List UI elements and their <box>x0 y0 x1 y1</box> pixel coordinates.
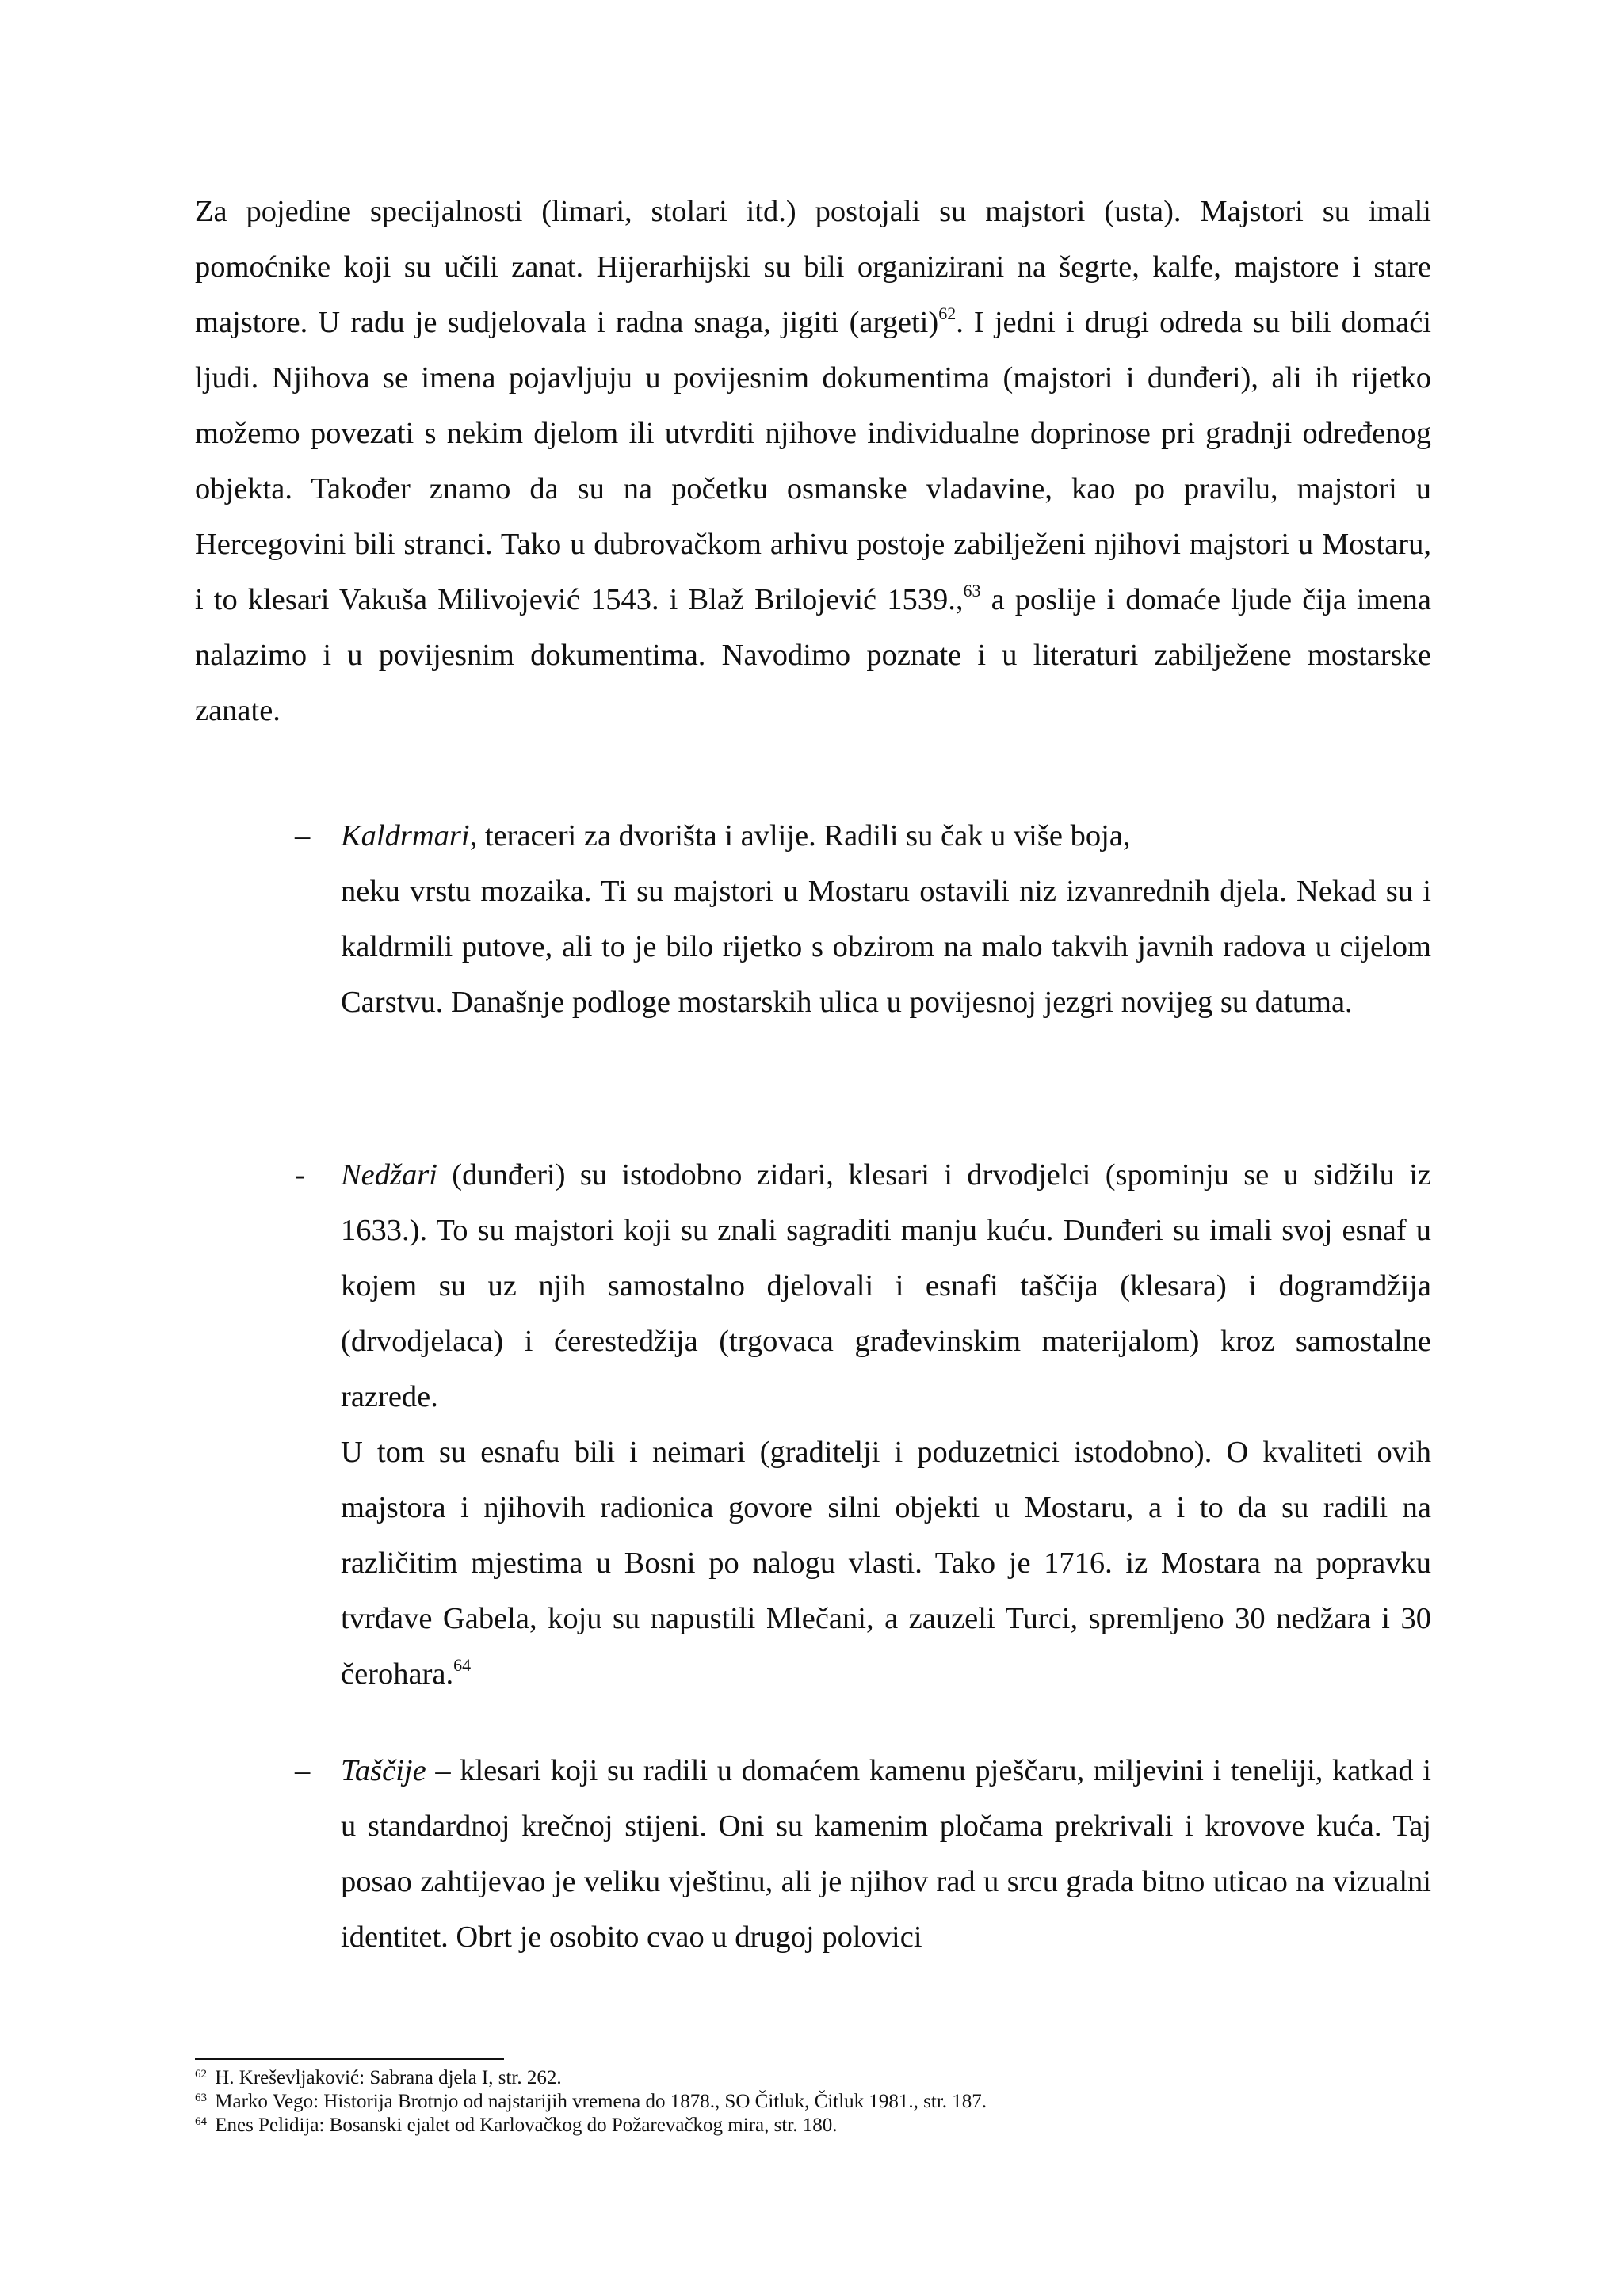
footnote-text: H. Kreševljaković: Sabrana djela I, str. 262. <box>210 2067 562 2088</box>
footnote-divider <box>195 2058 504 2060</box>
nedzari-paragraph-2: U tom su esnafu bili i neimari (graditelji i poduzetnici istodobno). O kvaliteti ovih majstora i njihovih radionica govore silni objekti u Mostaru, a i to da su radili na različitim mjestima u Bosni po nalogu vlasti. Tako je 1716. iz Mostara na popravku tvrđave Gabela, koju su napustili Mlečani, a zauzeli Turci, spremljeno 30 nedžara i 30 čerohara. <box>341 1436 1431 1691</box>
list-item-text <box>341 1147 1431 1702</box>
footnote-64 <box>195 2114 1431 2138</box>
term-tascije: Taščije <box>341 1754 426 1787</box>
list-marker: – <box>295 819 311 852</box>
footnote-text: Marko Vego: Historija Brotnjo od najstarijih vremena do 1878., SO Čitluk, Čitluk 1981., str. 187. <box>210 2091 987 2112</box>
intro-paragraph <box>195 184 1431 738</box>
footnote-text: Enes Pelidija: Bosanski ejalet od Karlovačkog do Požarevačkog mira, str. 180. <box>210 2115 838 2136</box>
intro-text-part-1: Za pojedine specijalnosti (limari, stolari itd.) postojali su majstori (usta). Majstori su imali pomoćnike koji su učili zanat. Hijerarhijski su bili organizirani na šegrte, kalfe, majstore i stare majstore. U radu je sudjelovala i radna snaga, jigiti (argeti) <box>195 195 1431 339</box>
list-item-text <box>341 808 1431 1030</box>
footnote-ref-64: 64 <box>453 1655 472 1675</box>
footnote-number: 64 <box>195 2115 207 2128</box>
footnote-63 <box>195 2090 1431 2114</box>
list-item-text <box>341 1743 1431 1965</box>
kaldrmari-first-line: , teraceri za dvorišta i avlije. Radili su čak u više boja, <box>469 819 1131 852</box>
list-marker: – <box>295 1754 311 1787</box>
kaldrmari-description: neku vrstu mozaika. Ti su majstori u Mostaru ostavili niz izvanrednih djela. Nekad su i kaldrmili putove, ali to je bilo rijetko s obzirom na malo takvih javnih radova u cijelom Carstvu. Današnje podloge mostarskih ulica u povijesnoj jezgri novijeg su datuma. <box>341 875 1431 1019</box>
footnote-ref-62: 62 <box>938 303 957 323</box>
intro-text-part-3: a poslije i domaće ljude čija imena nalazimo i u povijesnim dokumentima. Navodimo poznate i u literaturi zabilježene mostarske zanate. <box>195 583 1431 727</box>
footnote-ref-63: 63 <box>963 581 981 601</box>
tascije-description: – klesari koji su radili u domaćem kamenu pješčaru, miljevini i teneliji, katkad i u standardnoj krečnoj stijeni. Oni su kamenim pločama prekrivali i krovove kuća. Taj posao zahtijevao je veliku vještinu, ali je njihov rad u srcu grada bitno uticao na vizualni identitet. Obrt je osobito cvao u drugoj polovici <box>341 1754 1431 1954</box>
footnote-62 <box>195 2066 1431 2090</box>
intro-text-part-2: . I jedni i drugi odreda su bili domaći ljudi. Njihova se imena pojavljuju u povijesnim dokumentima (majstori i dunđeri), ali ih rijetko možemo povezati s nekim djelom ili utvrditi njihove individualne doprinose pri gradnji određenog objekta. Također znamo da su na početku osmanske vladavine, kao po pravilu, majstori u Hercegovini bili stranci. Tako u dubrovačkom arhivu postoje zabilježeni njihovi majstori u Mostaru, i to klesari Vakuša Milivojević 1543. i Blaž Brilojević 1539., <box>195 306 1432 616</box>
list-marker: - <box>295 1158 305 1192</box>
footnote-number: 62 <box>195 2068 207 2081</box>
nedzari-paragraph-1: (dunđeri) su istodobno zidari, klesari i drvodjelci (spominju se u sidžilu iz 1633.). To su majstori koji su znali sagraditi manju kuću. Dunđeri su imali svoj esnaf u kojem su uz njih samostalno djelovali i esnafi taščija (klesara) i dogramdžija (drvodjelaca) i ćerestedžija (trgovaca građevinskim materijalom) kroz samostalne razrede. <box>341 1158 1431 1413</box>
footnotes <box>195 2066 1431 2138</box>
footnote-number: 63 <box>195 2092 207 2104</box>
term-nedzari: Nedžari <box>341 1158 437 1192</box>
term-kaldrmari: Kaldrmari <box>341 819 470 852</box>
